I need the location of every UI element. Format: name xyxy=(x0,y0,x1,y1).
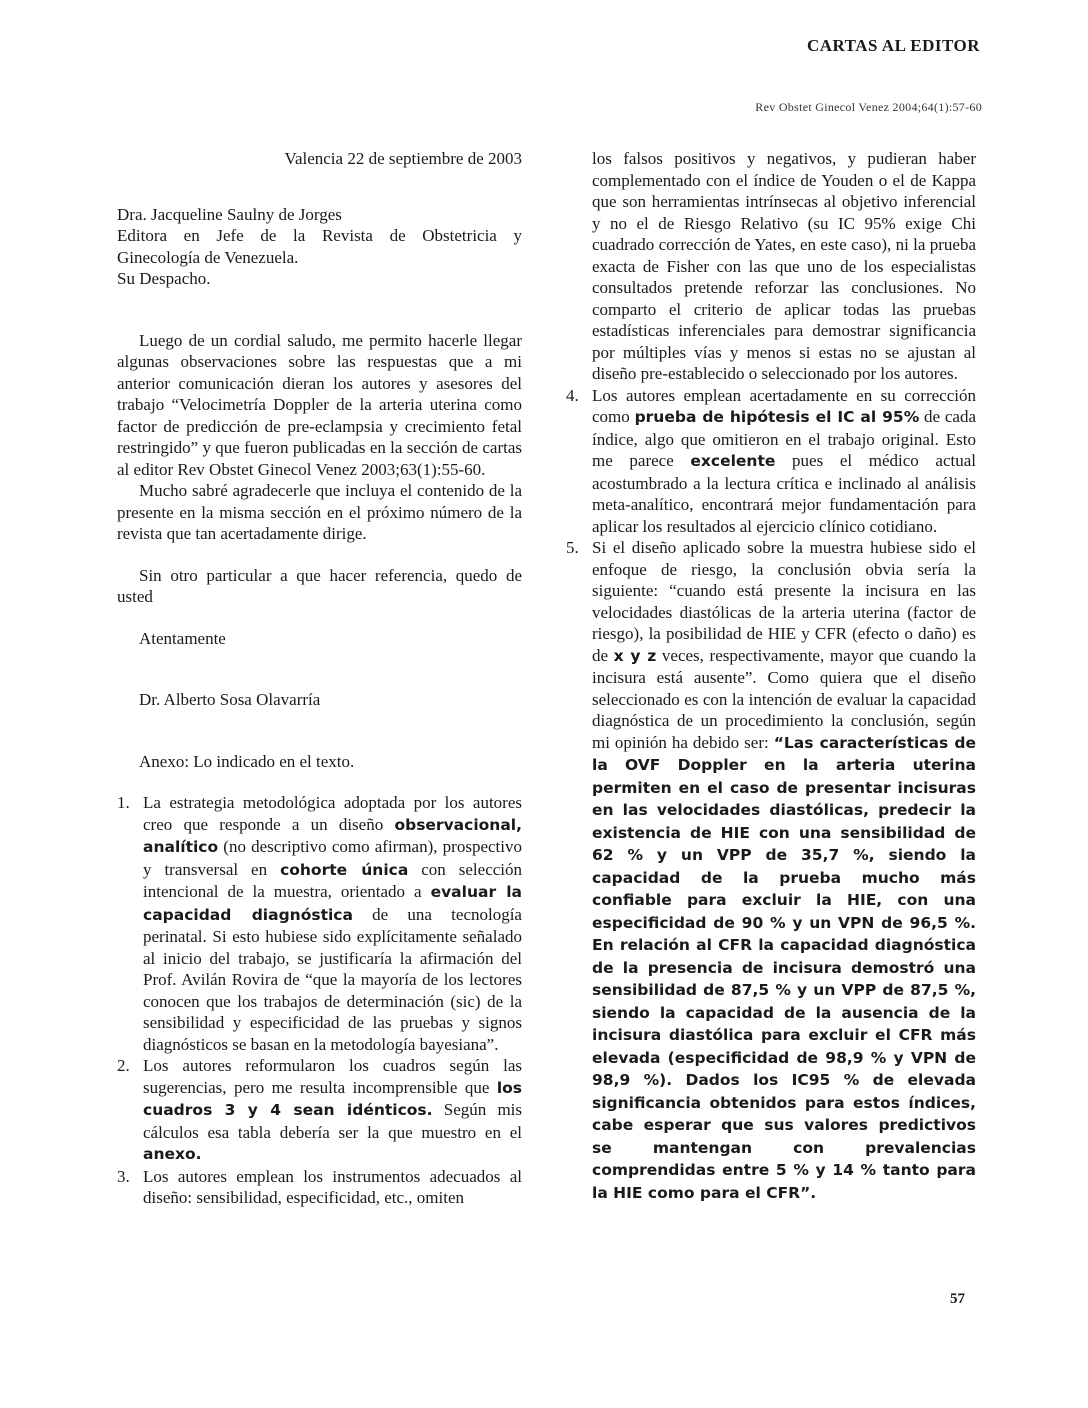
text-run: los falsos positivos y negativos, y pudieran haber complementado con el índice de Youden o el de Kappa que son herramientas intrínsecas al objetivo inferencial y no el de Riesgo Relativo (su IC 95% exige Chi cuadrado corrección de Yates, en este caso), ni la prueba exacta de Fisher con las que uno de los especialistas consultados pretende reforzar las conclusiones. No comparto el criterio de aplicar todas las pruebas estadísticas inferenciales para demostrar significancia por múltiples vías y menos si estas no se ajustan al diseño pre-establecido o seleccionado por los autores. xyxy=(592,149,976,383)
text-run: veces, respectivamente, mayor que cuando la incisura está ausente”. Como quiera que el diseño seleccionado es con la intención de evaluar la capacidad diagnóstica de un procedimiento la conclusión, según mi opinión ha debido ser: xyxy=(592,645,977,752)
bold-run: “Las características de la OVF Doppler en la arteria uterina permiten en el caso de presentar incisuras en las velocidades diastólicas, predecir la existencia de HIE con una sensibilidad de 62 % y un VPP de 35,7 %, siendo la capacidad de la prueba mucho más confiable para excluir la HIE, con una especificidad de 90 % y un VPN de 96,5 %. En relación al CFR la capacidad diagnóstica de la presencia de incisura demostró una sensibilidad de 87,5 % y un VPP de 87,5 %, siendo la capacidad de la ausencia de la incisura diastólica para excluir el CFR más elevada (especificidad de 98,9 % y VPN de 98,9 %). Dados los IC95 % de elevada significancia obtenidos para estos índices, cabe esperar que sus valores predictivos se mantengan con prevalencias comprendidas entre 5 % y 14 % tanto para la HIE como para el CFR”. xyxy=(592,733,976,1202)
addressee-line: Dra. Jacqueline Saulny de Jorges xyxy=(117,204,342,224)
addressee-line: Su Despacho. xyxy=(117,269,211,288)
list-item xyxy=(566,385,976,538)
text-run: Los autores emplean acertadamente en su corrección como xyxy=(592,385,976,426)
list-number: 1. xyxy=(117,793,130,812)
text-run: La estrategia metodológica adoptada por los autores creo que responde a un diseño xyxy=(143,793,522,834)
bold-run: excelente xyxy=(690,452,776,470)
paragraph: Mucho sabré agradecerle que incluya el contenido de la presente en la misma sección en el próximo número de la revista que tan acertadamente dirige. xyxy=(117,481,522,543)
addressee-block xyxy=(117,204,522,290)
text-run: Si el diseño aplicado sobre la muestra hubiese sido el enfoque de riesgo, la conclusión obvia sería la siguiente: “cuando está presente la incisura en las velocidades diastólicas de la arteria uterina (factor de riesgo), la posibilidad de HIE y CFR (efecto o daño) es de xyxy=(592,538,976,665)
signature: Dr. Alberto Sosa Olavarría xyxy=(139,690,321,709)
text-run: con selección intencional de la muestra, orientado a xyxy=(143,859,523,901)
bold-run: observacional, analítico xyxy=(143,815,522,856)
list-number: 3. xyxy=(117,1166,130,1186)
annex-note: Anexo: Lo indicado en el texto. xyxy=(139,751,355,771)
addressee-line: Ginecología de Venezuela. xyxy=(117,247,299,267)
bold-run: los cuadros 3 y 4 sean idénticos. xyxy=(143,1078,522,1119)
text-run: de una tecnología perinatal. Si esto hubiese sido explícitamente señalado al inicio del trabajo, se justificaría la afirmación del Prof. Avilán Rovira de “que la mayoría de los lectores conocen que los trabajos de determinación (sic) de la sensibilidad y especificidad de las pruebas y signos diagnósticos se basan en la metodología bayesiana”. xyxy=(143,904,522,1054)
list-item xyxy=(117,1166,522,1209)
list-number: 4. xyxy=(566,385,579,405)
bold-run: cohorte única xyxy=(280,860,409,879)
bold-run: evaluar la capacidad diagnóstica xyxy=(143,883,522,924)
letter-date: Valencia 22 de septiembre de 2003 xyxy=(284,149,522,168)
bold-run: anexo. xyxy=(143,1145,202,1163)
list-item-continued xyxy=(566,148,976,385)
observation-list xyxy=(117,792,522,1209)
journal-citation: Rev Obstet Ginecol Venez 2004;64(1):57-60 xyxy=(755,100,982,114)
text-run: (no descriptivo como afirman), prospectivo y transversal en xyxy=(143,837,522,879)
text-run: Los autores reformularon los cuadros según las sugerencias, pero me resulta incomprensible que xyxy=(143,1056,522,1097)
right-column xyxy=(566,148,976,1204)
text-run: Según mis cálculos esa tabla debería ser la que muestro en el xyxy=(143,1100,523,1142)
paragraph: Sin otro particular a que hacer referencia, quedo de usted xyxy=(117,565,522,606)
addressee-line: Editora en Jefe de la Revista de Obstetricia y xyxy=(117,226,522,245)
closing: Atentamente xyxy=(139,628,226,648)
text-run: pues el médico actual acostumbrado a la lectura crítica e inclinado al análisis meta-analítico, encontrará mejor fundamentación para aplicar los resultados al ejercicio clínico cotidiano. xyxy=(592,451,976,536)
paragraph: Luego de un cordial saludo, me permito hacerle llegar algunas observaciones sobre las respuestas que a mi anterior comunicación dieran los autores y asesores del trabajo “Velocimetría Doppler de la arteria uterina como factor de predicción de pre-eclampsia y crecimiento fetal restringido” y que fueron publicadas en la sección de cartas al editor Rev Obstet Ginecol Venez 2003;63(1):55-60. xyxy=(117,330,522,479)
left-column xyxy=(117,148,522,1209)
list-item xyxy=(566,537,976,1204)
list-item xyxy=(117,792,522,1055)
text-run: Los autores emplean los instrumentos adecuados al diseño: sensibilidad, especificidad, etc., omiten xyxy=(143,1166,522,1207)
page-number: 57 xyxy=(950,1291,965,1307)
list-item xyxy=(117,1055,522,1166)
list-number: 2. xyxy=(117,1056,130,1075)
bold-run: prueba de hipótesis el IC al 95% xyxy=(634,408,920,426)
text-run: de cada índice, algo que omitieron en el trabajo original. Esto me parece xyxy=(592,407,976,470)
bold-run: x y z xyxy=(613,646,657,665)
section-title: CARTAS AL EDITOR xyxy=(806,36,980,55)
list-number: 5. xyxy=(566,538,579,557)
